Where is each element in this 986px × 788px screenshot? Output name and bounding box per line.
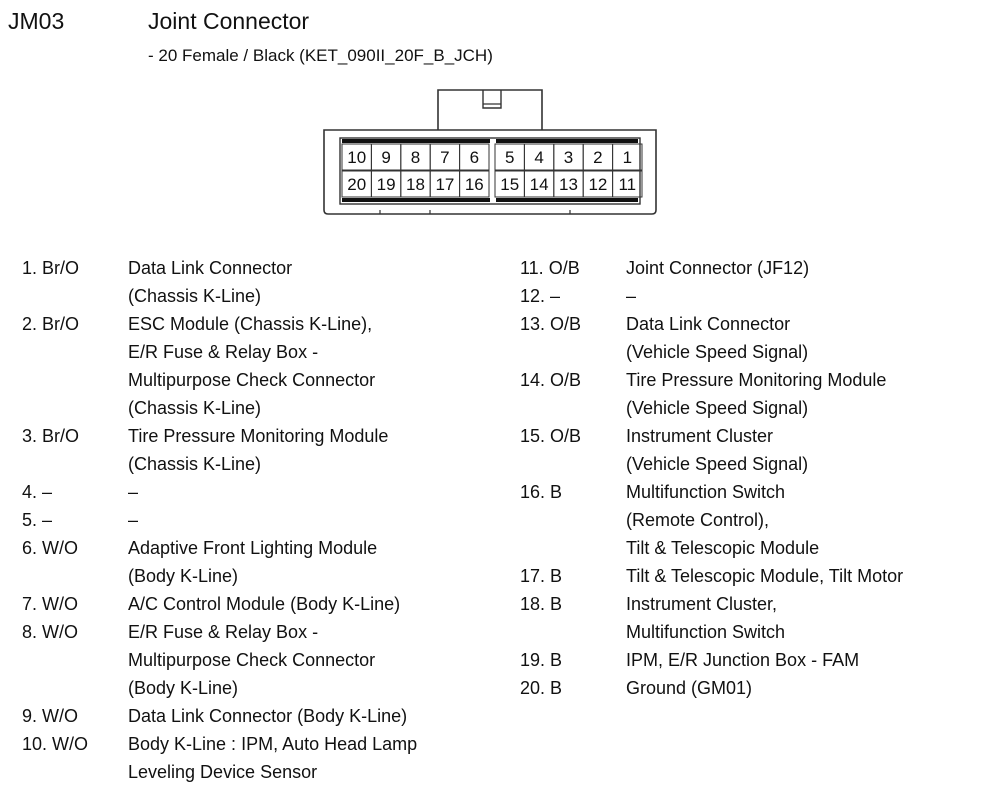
pin-label: 5. –	[22, 510, 53, 530]
pin-label: 16. B	[520, 482, 563, 502]
pin-number: 13	[559, 175, 578, 194]
pin-description	[128, 422, 417, 478]
pin-description-line: (Body K-Line)	[128, 678, 239, 698]
pin-entry	[22, 478, 417, 506]
latch-slot	[483, 90, 501, 108]
pin-description-line: Multipurpose Check Connector	[128, 370, 376, 390]
pin-list-right	[520, 254, 903, 702]
pin-description-line: Data Link Connector (Body K-Line)	[128, 706, 408, 726]
pin-label: 14. O/B	[520, 370, 582, 390]
pin-description	[128, 478, 417, 506]
pin-label: 3. Br/O	[22, 426, 80, 446]
connector-subtitle: - 20 Female / Black (KET_090II_20F_B_JCH)	[148, 46, 493, 65]
pin-label: 2. Br/O	[22, 314, 80, 334]
pin-description-line: Joint Connector (JF12)	[626, 258, 810, 278]
pin-entry	[22, 590, 417, 618]
pin-description	[626, 422, 903, 478]
pin-description-line: –	[626, 286, 637, 306]
pin-description-line: (Chassis K-Line)	[128, 286, 262, 306]
pin-number: 3	[563, 148, 574, 167]
pin-number: 10	[347, 148, 367, 167]
pin-entry	[22, 730, 417, 786]
pin-entry	[520, 562, 903, 590]
pin-description-line: ESC Module (Chassis K-Line),	[128, 314, 373, 334]
pin-list-left	[22, 254, 417, 786]
pin-label: 20. B	[520, 678, 563, 698]
pin-number: 11	[618, 175, 637, 194]
pin-number: 14	[529, 175, 549, 194]
pin-description	[128, 618, 417, 702]
pin-number: 9	[381, 148, 391, 167]
pin-entry	[520, 590, 903, 646]
pin-number: 5	[504, 148, 515, 167]
pin-description-line: (Chassis K-Line)	[128, 454, 262, 474]
pin-entry	[520, 366, 903, 422]
pin-entry	[22, 422, 417, 478]
pin-description-line: Data Link Connector	[626, 314, 791, 334]
pin-label: 13. O/B	[520, 314, 582, 334]
pin-description-line: E/R Fuse & Relay Box -	[128, 342, 319, 362]
pin-entry	[520, 310, 903, 366]
pin-label: 4. –	[22, 482, 53, 502]
connector-face-drawing	[320, 86, 660, 218]
pin-description-line: Body K-Line : IPM, Auto Head Lamp	[128, 734, 418, 754]
pin-number: 4	[534, 148, 544, 167]
pin-description-line: (Vehicle Speed Signal)	[626, 454, 809, 474]
latch-outline	[438, 90, 542, 130]
pin-number: 16	[464, 175, 484, 194]
connector-title: Joint Connector	[148, 8, 310, 34]
pin-description-line: (Vehicle Speed Signal)	[626, 342, 809, 362]
pin-entry	[22, 534, 417, 590]
pin-description-line: Leveling Device Sensor	[128, 762, 318, 782]
pin-description	[626, 478, 903, 562]
pin-number: 2	[593, 148, 603, 167]
pin-entry	[520, 282, 903, 310]
pin-description	[626, 366, 903, 422]
pin-entry	[22, 310, 417, 422]
pin-label: 8. W/O	[22, 622, 79, 642]
pin-description-line: Instrument Cluster,	[626, 594, 778, 614]
pin-label: 19. B	[520, 650, 563, 670]
pin-description	[626, 674, 903, 702]
pin-description-line: (Body K-Line)	[128, 566, 239, 586]
pin-entry	[520, 646, 903, 674]
pin-description-line: Multipurpose Check Connector	[128, 650, 376, 670]
pin-number: 15	[500, 175, 520, 194]
pin-number: 20	[347, 175, 367, 194]
bottom-bar-right	[496, 198, 638, 202]
pin-label: 9. W/O	[22, 706, 79, 726]
pin-description	[626, 254, 903, 282]
pin-description-line: Tire Pressure Monitoring Module	[128, 426, 389, 446]
pin-label: 7. W/O	[22, 594, 79, 614]
pin-label: 18. B	[520, 594, 563, 614]
pin-number: 7	[440, 148, 450, 167]
pin-description	[128, 254, 417, 310]
pin-number: 19	[376, 175, 396, 194]
pin-entry	[520, 478, 903, 562]
pin-description-line: A/C Control Module (Body K-Line)	[128, 594, 401, 614]
pin-description-line: Tire Pressure Monitoring Module	[626, 370, 887, 390]
pin-entry	[520, 422, 903, 478]
pin-label: 15. O/B	[520, 426, 582, 446]
pin-number: 17	[435, 175, 455, 194]
top-bar-left	[342, 139, 490, 143]
pin-entry	[22, 254, 417, 310]
pin-description	[626, 282, 903, 310]
pin-label: 10. W/O	[22, 734, 89, 754]
pin-description-line: (Chassis K-Line)	[128, 398, 262, 418]
pin-label: 17. B	[520, 566, 563, 586]
pin-description	[128, 702, 417, 730]
pin-description	[626, 310, 903, 366]
pin-description-line: Adaptive Front Lighting Module	[128, 538, 378, 558]
pin-description-line: (Vehicle Speed Signal)	[626, 398, 809, 418]
pin-entry	[22, 618, 417, 702]
pin-entry	[22, 702, 417, 730]
pin-description-line: IPM, E/R Junction Box - FAM	[626, 650, 860, 670]
pin-number: 18	[406, 175, 425, 194]
pin-description-line: Ground (GM01)	[626, 678, 753, 698]
pin-description-line: (Remote Control),	[626, 510, 770, 530]
pin-description-line: Multifunction Switch	[626, 622, 786, 642]
pin-description	[128, 730, 417, 786]
pin-label: 11. O/B	[520, 258, 580, 278]
pin-description	[128, 590, 417, 618]
pin-label: 1. Br/O	[22, 258, 80, 278]
pin-entry	[520, 674, 903, 702]
pin-entry	[520, 254, 903, 282]
pin-number: 12	[588, 175, 608, 194]
connector-code: JM03	[8, 8, 65, 34]
pin-description	[626, 646, 903, 674]
pin-number: 6	[469, 148, 480, 167]
pin-label: 12. –	[520, 286, 561, 306]
pin-description	[128, 534, 417, 590]
top-bar-right	[496, 139, 638, 143]
pin-description-line: –	[128, 510, 139, 530]
pin-description-line: –	[128, 482, 139, 502]
bottom-bar-left	[342, 198, 490, 202]
pin-description	[626, 590, 903, 646]
pin-description-line: E/R Fuse & Relay Box -	[128, 622, 319, 642]
pin-description-line: Instrument Cluster	[626, 426, 774, 446]
pin-description	[128, 310, 417, 422]
pin-number: 1	[622, 148, 633, 167]
pin-description	[128, 506, 417, 534]
pin-description-line: Tilt & Telescopic Module	[626, 538, 820, 558]
pin-label: 6. W/O	[22, 538, 79, 558]
pin-number: 8	[410, 148, 421, 167]
pin-description-line: Data Link Connector	[128, 258, 293, 278]
connector-diagram	[320, 86, 660, 218]
pin-description	[626, 562, 903, 590]
pin-description-line: Tilt & Telescopic Module, Tilt Motor	[626, 566, 904, 586]
pin-description-line: Multifunction Switch	[626, 482, 786, 502]
pin-entry	[22, 506, 417, 534]
